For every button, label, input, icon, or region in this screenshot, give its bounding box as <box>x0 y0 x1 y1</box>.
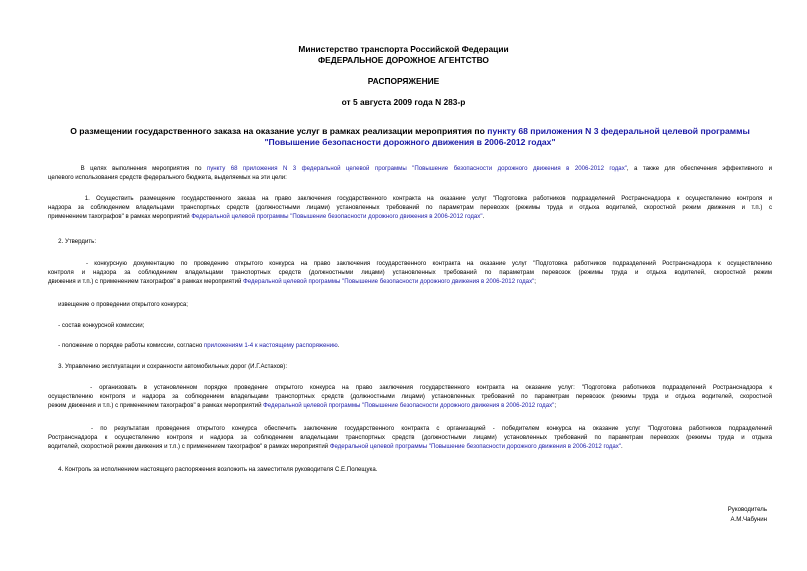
title-link-program-name[interactable]: "Повышение безопасности дорожного движения в 2006-2012 годах" <box>264 137 556 147</box>
item-2-text: 2. Утвердить: <box>58 238 97 245</box>
item-1-program-link[interactable]: Федеральной целевой программы "Повышение безопасности дорожного движения в 2006-2012 годах" <box>191 212 483 220</box>
item-3b-paragraph: - по результатам проведения открытого конкурса обеспечить заключение государственного контракта с организацией - победителем конкурса на оказание услуг "Подготовка работников подразделений Ространснадзора к осуществлению контроля и надзора за соблюдением владельцами транспортных средств (должностными лицами) установленных требований по параметрам перевозок (режимы труда и отдыха водителей, скоростной режим движения и т.п.) с применением тахографов" в рамках мероприятий Федеральной целевой программы "Повышение безопасности дорожного движения в 2006-2012 годах". <box>48 425 772 450</box>
intro-text-b: , а также для обеспечения эффективного и <box>626 165 772 172</box>
item-1-line-1: 1. Осуществить размещение государственного заказа на право заключения государственного контракта на оказание услуг "Подготовка работников подразделений Ространснадзора к осуществлению контроля и <box>84 195 772 202</box>
signature-position: Руководитель <box>727 506 767 513</box>
item-2-paragraph <box>48 238 772 247</box>
signature-name: А.М.Чабунин <box>730 516 767 523</box>
document-date: от 5 августа 2009 года N 283-р <box>341 97 466 107</box>
item-2d-paragraph: - положение о порядке работы комиссии, согласно приложениям 1-4 к настоящему распоряжению. <box>58 342 340 349</box>
ministry-name: Министерство транспорта Российской Федерации <box>298 44 509 54</box>
item-1-paragraph: 1. Осуществить размещение государственного заказа на право заключения государственного контракта на оказание услуг "Подготовка работников подразделений Ространснадзора к осуществлению контроля и надзора за соблюдением владельцами транспортных средств (должностными лицами) установленных требований по параметрам перевозок (режимы труда и отдыха водителей, скоростной режим движения и т.п.) с применением тахографов" в рамках мероприятий Федеральной целевой программы "Повышение безопасности дорожного движения в 2006-2012 годах". <box>48 195 772 220</box>
document-title <box>50 126 770 148</box>
item-3b-program-link[interactable]: Федеральной целевой программы "Повышение безопасности дорожного движения в 2006-2012 годах" <box>329 442 622 450</box>
item-3-text: 3. Управлению эксплуатации и сохранности автомобильных дорог (И.Г.Астахов): <box>58 363 288 370</box>
item-2a-line-3: движения и т.п.) с применением тахографов" в рамках мероприятий <box>48 277 244 285</box>
appendices-link[interactable]: приложениям 1-4 к настоящему распоряжению <box>203 342 338 349</box>
signature-block <box>728 505 767 525</box>
item-2a-line-2: контроля и надзора за соблюдением владельцами транспортных средств (должностными лицами) установленных требований по параметрам перевозок (режимы труда и отдыха водителей, скоростной режим <box>48 268 772 276</box>
item-2c-paragraph <box>48 322 772 331</box>
item-1-line-3: применением тахографов" в рамках мероприятий <box>48 212 192 220</box>
item-4-paragraph <box>48 466 772 475</box>
item-3b-line-1: - по результатам проведения открытого конкурса обеспечить заключение государственного контракта с организацией - победителем конкурса на оказание услуг "Подготовка работников подразделений <box>91 425 772 432</box>
item-2c-text: - состав конкурсной комиссии; <box>58 322 145 329</box>
item-2a-paragraph: - конкурсную документацию по проведению открытого конкурса на право заключения государственного контракта на оказание услуг "Подготовка работников подразделений Ространснадзора к осуществлению контроля и надзора за соблюдением владельцами транспортных средств (должностными лицами) установленных требований по параметрам перевозок (режимы труда и отдыха водителей, скоростной режим движения и т.п.) с применением тахографов" в рамках мероприятий Федеральной целевой программы "Повышение безопасности дорожного движения в 2006-2012 годах"; <box>48 260 772 285</box>
intro-paragraph <box>48 165 772 183</box>
item-2a-program-link[interactable]: Федеральной целевой программы "Повышение безопасности дорожного движения в 2006-2012 годах" <box>243 277 535 285</box>
title-prefix: О размещении государственного заказа на оказание услуг в рамках реализации мероприятия по <box>70 126 488 136</box>
item-2a-line-1: - конкурсную документацию по проведению открытого конкурса на право заключения государственного контракта на оказание услуг "Подготовка работников подразделений Ространснадзора к осуществлению <box>85 260 772 267</box>
item-3a-paragraph: - организовать в установленном порядке проведение открытого конкурса на право заключения государственного контракта на оказание услуг: "Подготовка работников подразделений Ространснадзора к осуществлению контроля и надзора за соблюдением владельцами транспортных средств (должностными лицами) установленных требований по параметрам перевозок (режимы труда и отдыха водителей, скоростной режим движения и т.п.) с применением тахографов" в рамках мероприятий Федеральной целевой программы "Повышение безопасности дорожного движения в 2006-2012 годах"; <box>48 384 772 409</box>
item-3a-program-link[interactable]: Федеральной целевой программы "Повышение безопасности дорожного движения в 2006-2012 годах" <box>263 401 555 409</box>
document-type: РАСПОРЯЖЕНИЕ <box>367 76 440 86</box>
intro-program-link[interactable]: пункту 68 приложения N 3 федеральной целевой программы "Повышение безопасности дорожного движения в 2006-2012 годах" <box>206 165 627 172</box>
item-3b-line-3: водителей, скоростной режим движения и т.п.) с применением тахографов" в рамках мероприятий <box>48 442 330 450</box>
item-2d-text: - положение о порядке работы комиссии, согласно <box>58 342 204 349</box>
intro-text-c: целевого использования средств федерального бюджета, выделяемых на эти цели: <box>48 173 287 181</box>
item-2b-paragraph <box>48 301 772 310</box>
item-2b-text: извещение о проведении открытого конкурса; <box>58 301 188 308</box>
item-3b-line-2: Ространснадзора к осуществлению контроля и надзора за соблюдением владельцами транспортных средств (должностными лицами) установленных требований по параметрам перевозок (режимы труда и отдыха <box>48 433 772 441</box>
item-1-line-2: надзора за соблюдением владельцами транспортных средств (должностными лицами) установленных требований по параметрам перевозок (режимы труда и отдыха водителей, скоростной режим движения и т.п.) с <box>48 203 772 211</box>
agency-name: ФЕДЕРАЛЬНОЕ ДОРОЖНОЕ АГЕНТСТВО <box>318 55 489 65</box>
item-3-paragraph <box>48 363 772 372</box>
title-link-program-item[interactable]: пункту 68 приложения N 3 федеральной целевой программы <box>487 126 750 136</box>
item-3a-line-3: режим движения и т.п.) с применением тахографов" в рамках мероприятий <box>48 401 264 409</box>
item-3a-line-2: осуществлению контроля и надзора за соблюдением владельцами транспортных средств (должностными лицами) установленных требований по параметрам перевозок (режимы труда и отдыха водителей, скоростной <box>48 392 772 400</box>
intro-text-a: В целях выполнения мероприятия по <box>80 165 207 172</box>
item-4-text: 4. Контроль за исполнением настоящего распоряжения возложить на заместителя руководителя С.Е.Полещука. <box>58 466 378 473</box>
item-3a-line-1: - организовать в установленном порядке проведение открытого конкурса на право заключения государственного контракта на оказание услуг: "Подготовка работников подразделений Ространснадзора к <box>90 384 772 391</box>
